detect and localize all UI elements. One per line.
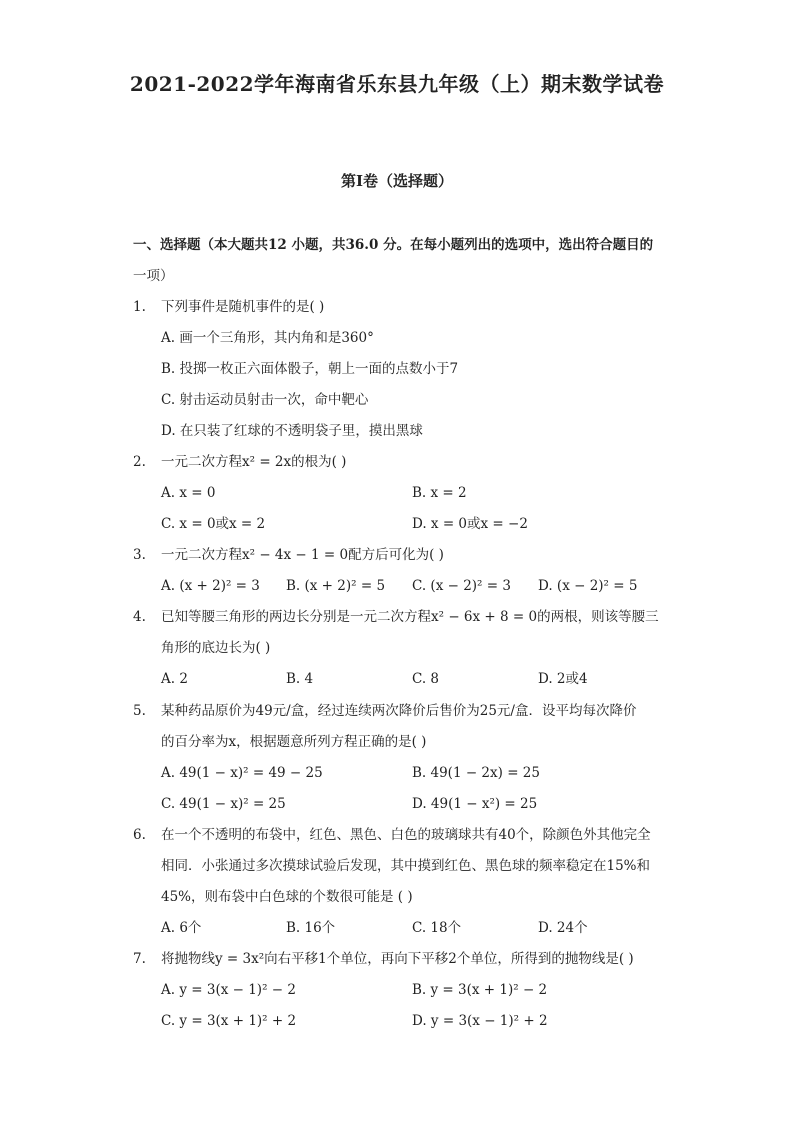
question-number: 5. <box>133 703 146 719</box>
option-b: B. 4 <box>286 671 314 687</box>
question-text: 某种药品原价为49元/盒，经过连续两次降价后售价为25元/盒．设平均每次降价 <box>161 703 637 719</box>
option-d: D. 49(1 − x²) = 25 <box>412 796 538 812</box>
option-b: B. x = 2 <box>412 485 467 501</box>
option-b: B. 49(1 − 2x) = 25 <box>412 765 540 781</box>
question-number: 2. <box>133 454 146 470</box>
option-d: D. (x − 2)² = 5 <box>538 578 638 594</box>
option-c: C. 49(1 − x)² = 25 <box>161 796 286 812</box>
option-d: D. x = 0或x = −2 <box>412 516 528 532</box>
option-b: B. y = 3(x + 1)² − 2 <box>412 982 548 998</box>
page-title: 2021-2022学年海南省乐东县九年级（上）期末数学试卷 <box>129 72 665 96</box>
section-heading <box>133 230 663 292</box>
question-text-continued: 相同．小张通过多次摸球试验后发现，其中摸到红色、黑色球的频率稳定在15%和 <box>161 858 651 874</box>
question-number: 6. <box>133 827 146 843</box>
option-a: A. (x + 2)² = 3 <box>161 578 260 594</box>
option-c: C. 18个 <box>412 920 462 936</box>
option-c: C. 8 <box>412 671 440 687</box>
option-a: A. 画一个三角形，其内角和是360° <box>161 330 374 346</box>
option-d: D. 2或4 <box>538 671 588 687</box>
question-text: 在一个不透明的布袋中，红色、黑色、白色的玻璃球共有40个，除颜色外其他完全 <box>161 827 651 843</box>
question-text: 将抛物线y = 3x²向右平移1个单位，再向下平移2个单位，所得到的抛物线是( ) <box>161 951 634 967</box>
option-d: D. 24个 <box>538 920 588 936</box>
question-number: 1. <box>133 299 146 315</box>
question-text-continued-2: 45%，则布袋中白色球的个数很可能是 ( ) <box>161 889 413 905</box>
question-number: 7. <box>133 951 146 967</box>
question-text-continued: 的百分率为x，根据题意所列方程正确的是( ) <box>161 734 427 750</box>
option-b: B. 投掷一枚正六面体骰子，朝上一面的点数小于7 <box>161 361 459 377</box>
question-text: 一元二次方程x² = 2x的根为( ) <box>161 454 347 470</box>
section-line-1: 一、选择题（本大题共12 小题，共36.0 分。在每小题列出的选项中，选出符合题目的 <box>133 237 654 253</box>
option-b: B. 16个 <box>286 920 336 936</box>
question-text: 下列事件是随机事件的是( ) <box>161 299 325 315</box>
option-b: B. (x + 2)² = 5 <box>286 578 386 594</box>
question-text: 一元二次方程x² − 4x − 1 = 0配方后可化为( ) <box>161 547 444 563</box>
option-d: D. 在只装了红球的不透明袋子里，摸出黑球 <box>161 423 423 439</box>
question-text-continued: 角形的底边长为( ) <box>161 640 271 656</box>
section-line-2: 一项） <box>133 268 174 284</box>
option-c: C. 射击运动员射击一次，命中靶心 <box>161 392 369 408</box>
option-c: C. y = 3(x + 1)² + 2 <box>161 1013 297 1029</box>
option-c: C. (x − 2)² = 3 <box>412 578 511 594</box>
question-number: 4. <box>133 609 146 625</box>
option-a: A. x = 0 <box>161 485 216 501</box>
option-c: C. x = 0或x = 2 <box>161 516 266 532</box>
option-a: A. 6个 <box>161 920 202 936</box>
option-a: A. 2 <box>161 671 188 687</box>
option-a: A. y = 3(x − 1)² − 2 <box>161 982 296 998</box>
section-title: 第Ⅰ卷（选择题） <box>340 172 454 190</box>
question-number: 3. <box>133 547 146 563</box>
option-d: D. y = 3(x − 1)² + 2 <box>412 1013 548 1029</box>
question-text: 已知等腰三角形的两边长分别是一元二次方程x² − 6x + 8 = 0的两根，则该等腰三 <box>161 609 659 625</box>
option-a: A. 49(1 − x)² = 49 − 25 <box>161 765 323 781</box>
